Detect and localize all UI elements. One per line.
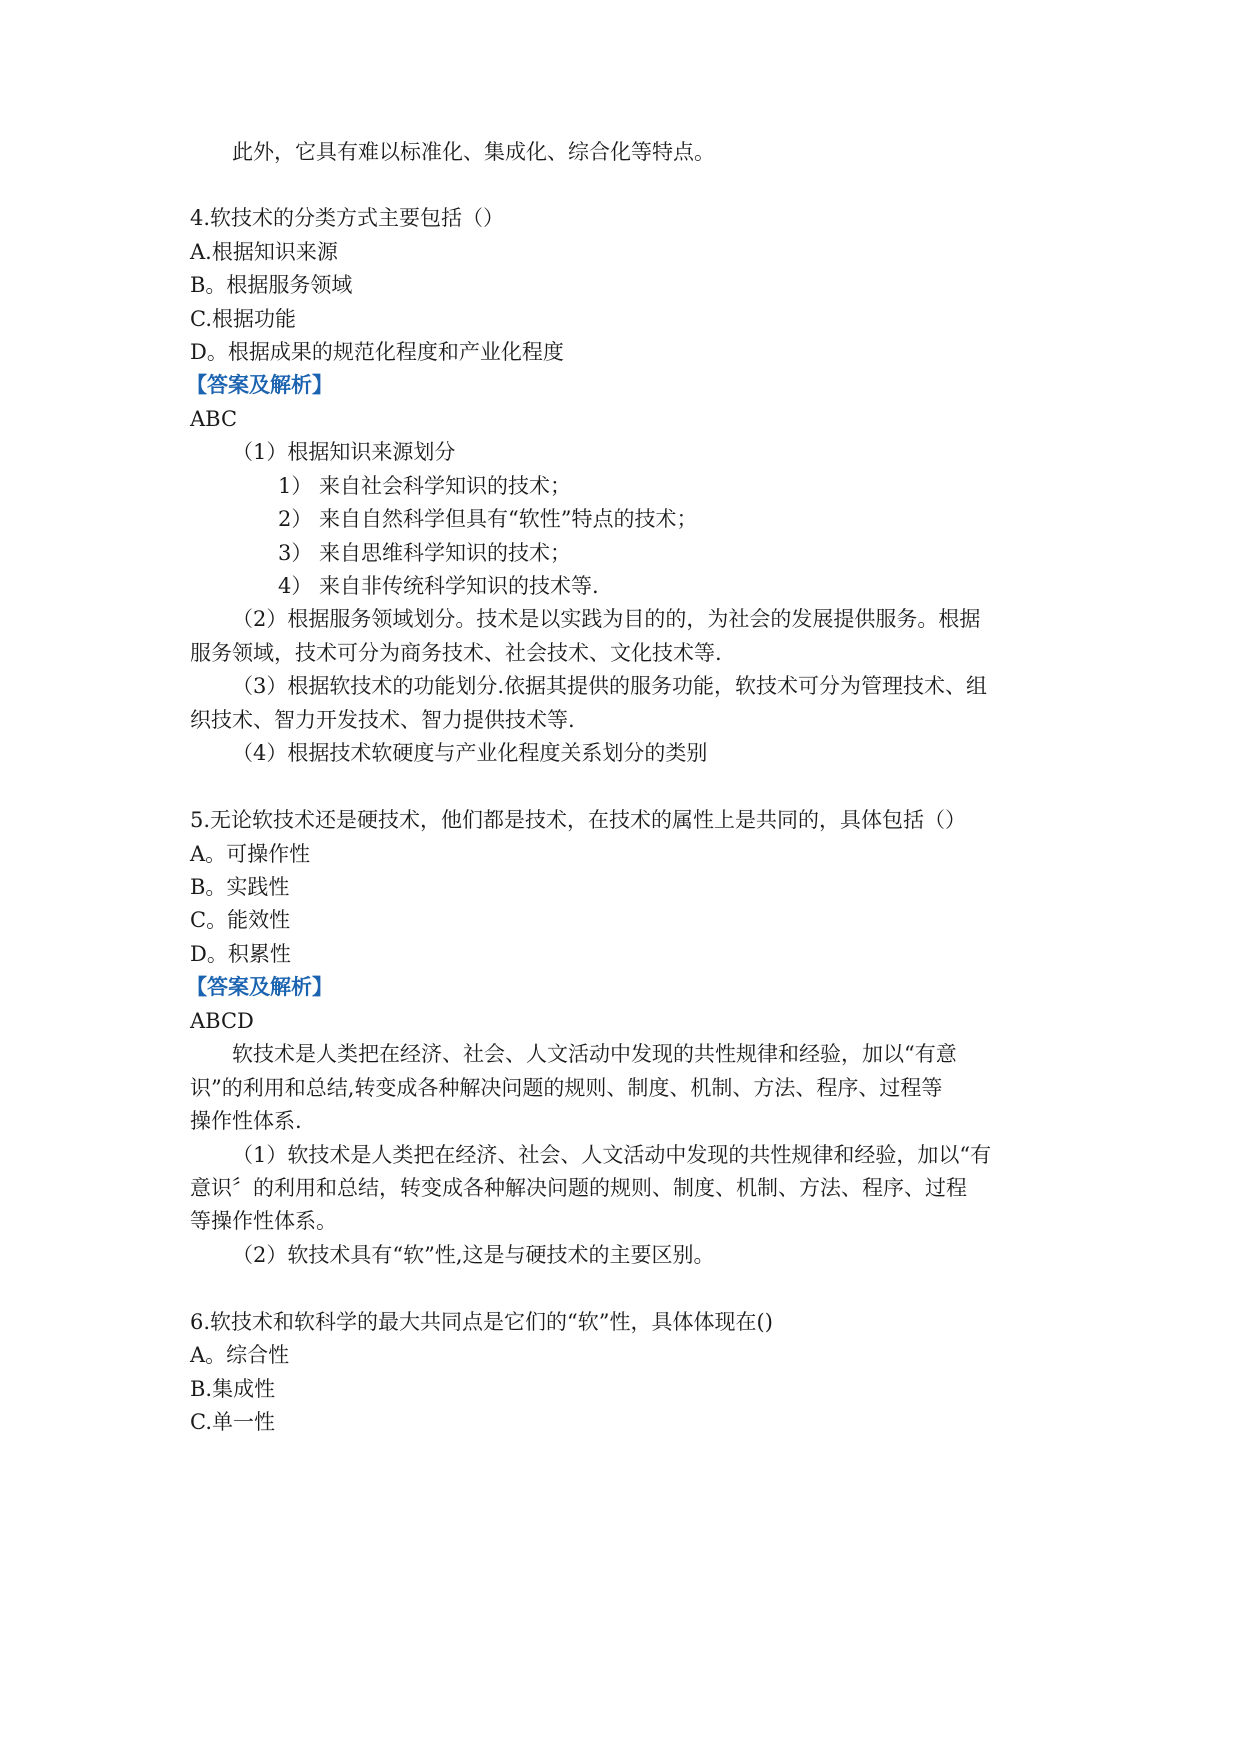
q6-option-b: B.集成性 bbox=[190, 1377, 276, 1401]
q4-analysis-sub-2: 2） 来自自然科学但具有“软性”特点的技术； bbox=[278, 507, 698, 531]
q4-analysis-p2-line2: 服务领域，技术可分为商务技术、社会技术、文化技术等. bbox=[190, 641, 722, 665]
q5-analysis-p0-line3: 操作性体系. bbox=[190, 1109, 302, 1133]
q5-analysis-p0-line2: 识”的利用和总结,转变成各种解决问题的规则、制度、机制、方法、程序、过程等 bbox=[190, 1076, 943, 1100]
q4-analysis-sub-4: 4） 来自非传统科学知识的技术等. bbox=[278, 574, 599, 598]
q4-analysis-sub-3: 3） 来自思维科学知识的技术； bbox=[278, 541, 572, 565]
q4-option-c: C.根据功能 bbox=[190, 307, 296, 331]
q4-answer-heading: 【答案及解析】 bbox=[186, 373, 333, 397]
q5-analysis-p2: （2）软技术具有“软”性,这是与硬技术的主要区别。 bbox=[232, 1243, 715, 1267]
q5-option-c: C。能效性 bbox=[190, 908, 291, 932]
q4-answer: ABC bbox=[190, 407, 238, 431]
q4-option-d: D。根据成果的规范化程度和产业化程度 bbox=[190, 340, 564, 364]
q5-option-d: D。积累性 bbox=[190, 942, 291, 966]
q5-analysis-p1-line1: （1）软技术是人类把在经济、社会、人文活动中发现的共性规律和经验，加以“有 bbox=[232, 1143, 992, 1167]
q6-option-c: C.单一性 bbox=[190, 1410, 275, 1434]
q4-analysis-p3-line1: （3）根据软技术的功能划分.依据其提供的服务功能，软技术可分为管理技术、组 bbox=[232, 674, 988, 698]
q5-question: 5.无论软技术还是硬技术，他们都是技术，在技术的属性上是共同的，具体包括（） bbox=[190, 808, 967, 832]
q5-analysis-p1-line2: 意识〞的利用和总结，转变成各种解决问题的规则、制度、机制、方法、程序、过程 bbox=[190, 1176, 967, 1200]
q5-option-a: A。可操作性 bbox=[190, 842, 311, 866]
q4-analysis-sub-1: 1） 来自社会科学知识的技术； bbox=[278, 474, 572, 498]
q5-analysis-p1-line3: 等操作性体系。 bbox=[190, 1209, 337, 1233]
intro-line: 此外，它具有难以标准化、集成化、综合化等特点。 bbox=[232, 140, 715, 164]
q4-question: 4.软技术的分类方式主要包括（） bbox=[190, 206, 505, 230]
q4-analysis-p2-line1: （2）根据服务领域划分。技术是以实践为目的的，为社会的发展提供服务。根据 bbox=[232, 607, 981, 631]
q6-option-a: A。综合性 bbox=[190, 1343, 290, 1367]
q4-analysis-p4: （4）根据技术软硬度与产业化程度关系划分的类别 bbox=[232, 741, 708, 765]
q5-answer: ABCD bbox=[190, 1009, 254, 1033]
q4-option-a: A.根据知识来源 bbox=[190, 240, 338, 264]
q4-option-b: B。根据服务领域 bbox=[190, 273, 353, 297]
q5-option-b: B。实践性 bbox=[190, 875, 290, 899]
q4-analysis-p1: （1）根据知识来源划分 bbox=[232, 440, 456, 464]
q6-question: 6.软技术和软科学的最大共同点是它们的“软”性，具体体现在() bbox=[190, 1310, 773, 1334]
q5-analysis-p0-line1: 软技术是人类把在经济、社会、人文活动中发现的共性规律和经验，加以“有意 bbox=[232, 1042, 957, 1066]
q5-answer-heading: 【答案及解析】 bbox=[186, 975, 333, 999]
q4-analysis-p3-line2: 织技术、智力开发技术、智力提供技术等. bbox=[190, 708, 575, 732]
